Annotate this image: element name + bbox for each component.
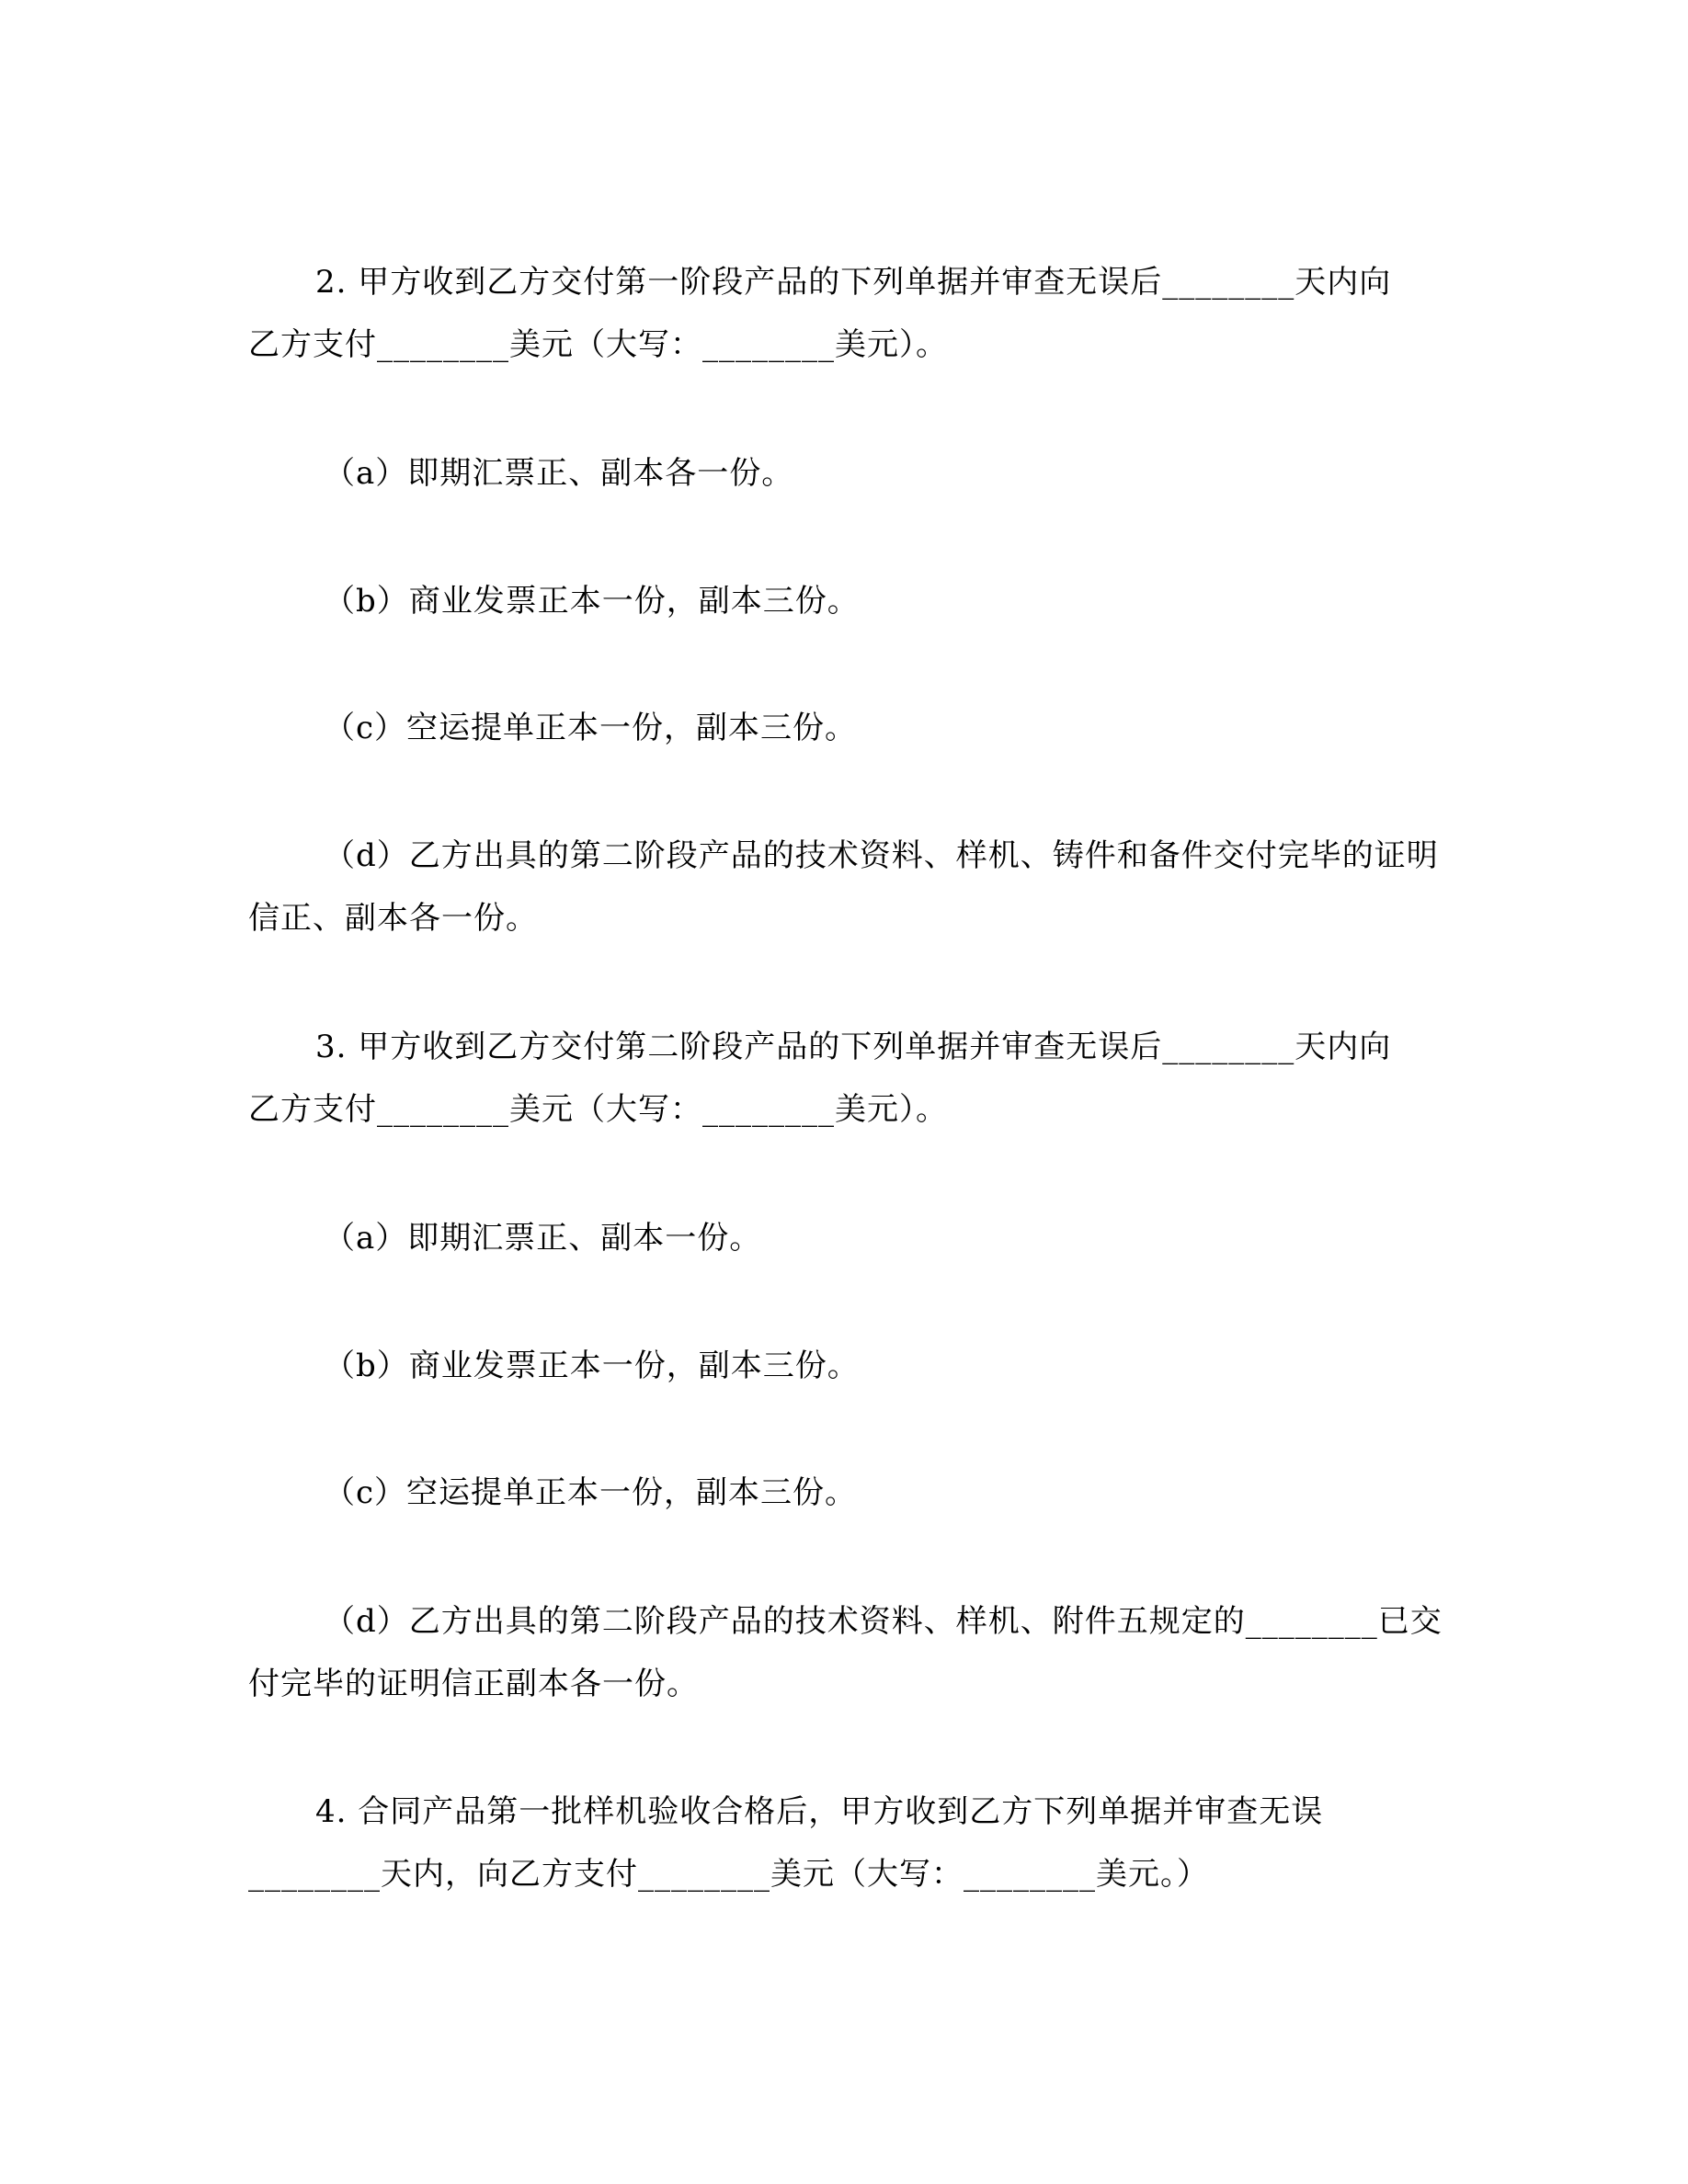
clause-2-item-c: （c）空运提单正本一份，副本三份。 — [324, 710, 858, 746]
clause-3-item-d-line-1: （d）乙方出具的第二阶段产品的技术资料、样机、附件五规定的________已交 — [324, 1603, 1443, 1640]
clause-2-item-d-line-2: 信正、副本各一份。 — [248, 900, 538, 937]
clause-2-item-a: （a）即期汇票正、副本各一份。 — [324, 455, 794, 492]
clause-2-item-d-line-1: （d）乙方出具的第二阶段产品的技术资料、样机、铸件和备件交付完毕的证明 — [324, 837, 1439, 874]
clause-3-line-1: 3. 甲方收到乙方交付第二阶段产品的下列单据并审查无误后________天内向 — [315, 1029, 1392, 1065]
clause-3-item-d-line-2: 付完毕的证明信正副本各一份。 — [248, 1666, 699, 1702]
clause-3-item-a: （a）即期汇票正、副本一份。 — [324, 1220, 762, 1257]
clause-2-item-b: （b）商业发票正本一份，副本三份。 — [324, 583, 860, 620]
clause-2-line-2: 乙方支付________美元（大写：________美元）。 — [248, 326, 948, 363]
clause-4-line-1: 4. 合同产品第一批样机验收合格后，甲方收到乙方下列单据并审查无误 — [315, 1793, 1324, 1830]
clause-2-line-1: 2. 甲方收到乙方交付第一阶段产品的下列单据并审查无误后________天内向 — [315, 264, 1392, 301]
clause-4-line-2: ________天内，向乙方支付________美元（大写：________美元。） — [248, 1856, 1209, 1893]
clause-3-item-b: （b）商业发票正本一份，副本三份。 — [324, 1348, 860, 1384]
clause-3-item-c: （c）空运提单正本一份，副本三份。 — [324, 1474, 858, 1511]
clause-3-line-2: 乙方支付________美元（大写：________美元）。 — [248, 1091, 948, 1128]
